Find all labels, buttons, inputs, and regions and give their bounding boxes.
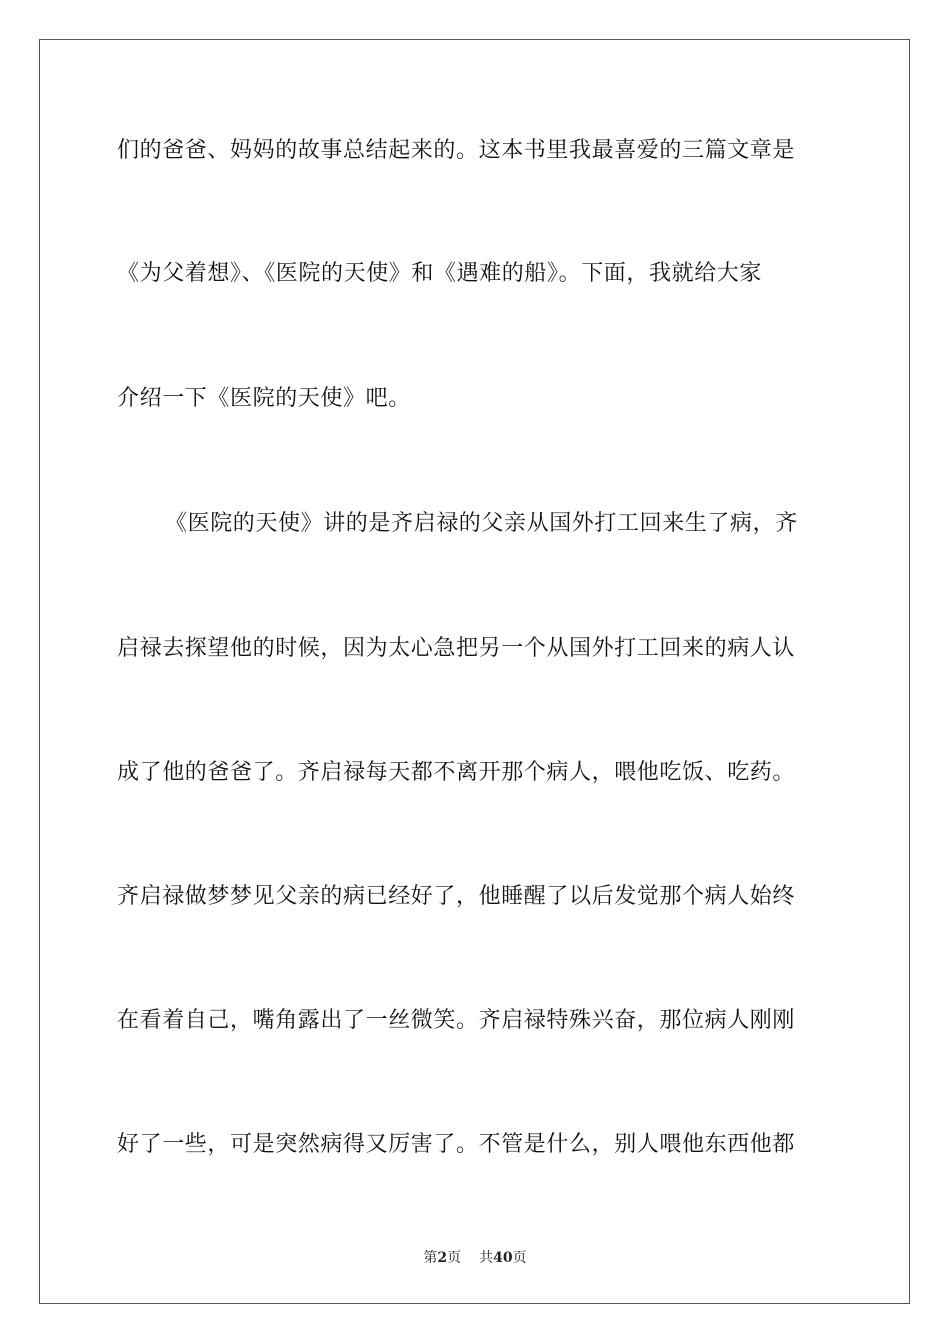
page-prefix: 第 bbox=[423, 1250, 438, 1266]
page-footer bbox=[0, 1247, 950, 1267]
paragraph-line-7: 齐启禄做梦梦见父亲的病已经好了，他睡醒了以后发觉那个病人始终 bbox=[117, 884, 796, 909]
paragraph-line-1: 们的爸爸、妈妈的故事总结起来的。这本书里我最喜爱的三篇文章是 bbox=[117, 138, 796, 163]
paragraph-line-2: 《为父着想》、《医院的天使》和《遇难的船》。下面，我就给大家 bbox=[117, 261, 763, 286]
paragraph-line-5: 启禄去探望他的时候，因为太心急把另一个从国外打工回来的病人认 bbox=[117, 636, 796, 661]
page-number: 2 bbox=[437, 1250, 448, 1266]
total-suffix: 页 bbox=[512, 1250, 527, 1266]
paragraph-line-4: 《医院的天使》讲的是齐启禄的父亲从国外打工回来生了病，齐 bbox=[165, 511, 798, 536]
paragraph-line-8: 在看着自己，嘴角露出了一丝微笑。齐启禄特殊兴奋，那位病人刚刚 bbox=[117, 1008, 796, 1033]
page-border bbox=[39, 39, 910, 1304]
paragraph-line-6: 成了他的爸爸了。齐启禄每天都不离开那个病人，喂他吃饭、吃药。 bbox=[117, 760, 796, 785]
paragraph-line-3: 介绍一下《医院的天使》吧。 bbox=[117, 386, 411, 411]
page-suffix: 页 bbox=[447, 1250, 462, 1266]
total-prefix: 共 bbox=[479, 1250, 494, 1266]
paragraph-line-9: 好了一些，可是突然病得又厉害了。不管是什么，别人喂他东西他都 bbox=[117, 1132, 796, 1157]
total-pages: 40 bbox=[493, 1250, 513, 1266]
